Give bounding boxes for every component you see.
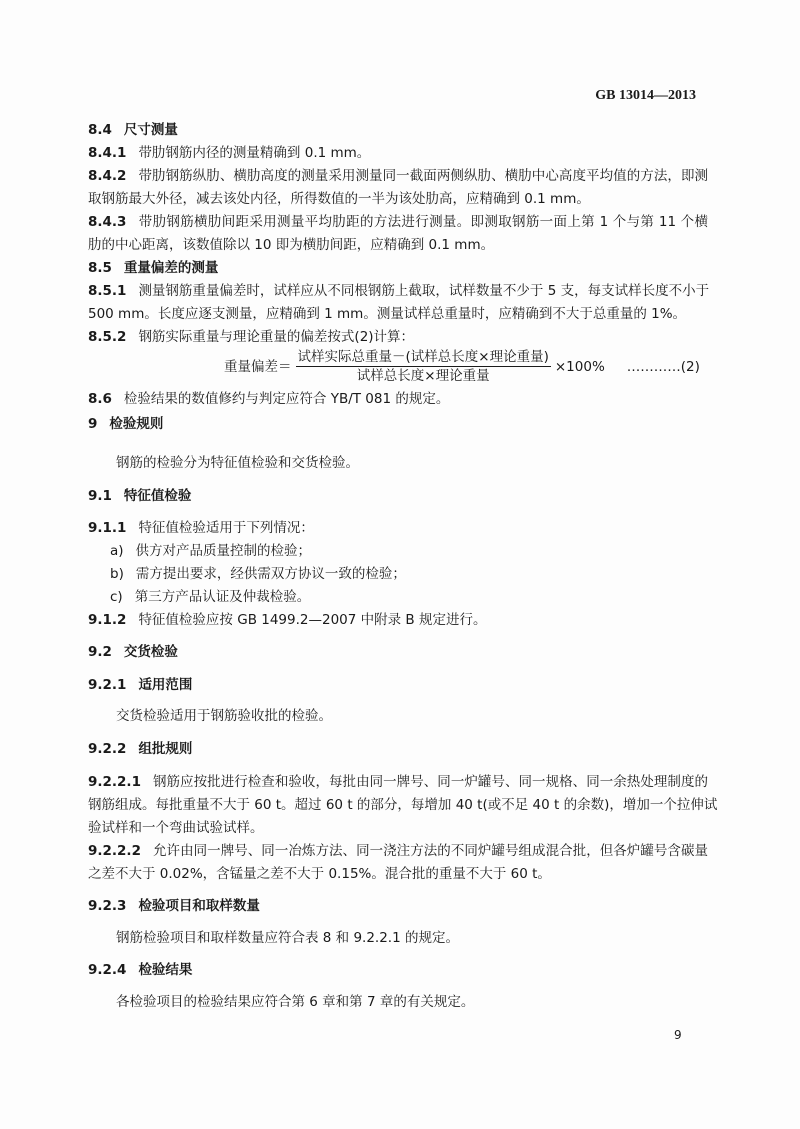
paragraph-line bbox=[88, 795, 718, 815]
clause-number: 9.1 bbox=[88, 488, 112, 504]
clause-text: 带肋钢筋横肋间距采用测量平均肋距的方法进行测量。即测取钢筋一面上第 1 个与第 11 个横 bbox=[138, 214, 708, 230]
paragraph-line bbox=[88, 818, 708, 838]
paragraph-line bbox=[116, 992, 708, 1012]
list-item bbox=[110, 541, 730, 561]
clause-text: 钢筋检验项目和取样数量应符合表 8 和 9.2.2.1 的规定。 bbox=[116, 930, 459, 946]
paragraph-line bbox=[88, 281, 708, 301]
section-heading bbox=[88, 486, 708, 506]
clause-text: 交货检验 bbox=[123, 644, 178, 660]
clause-number: 8.6 bbox=[88, 391, 112, 407]
list-item bbox=[110, 564, 730, 584]
clause-text: 需方提出要求，经供需双方协议一致的检验； bbox=[135, 566, 406, 582]
clause-number: c) bbox=[110, 589, 123, 605]
clause-text: 钢筋应按批进行检查和验收，每批由同一牌号、同一炉罐号、同一规格、同一余热处理制度的 bbox=[152, 774, 708, 790]
paragraph-line bbox=[88, 610, 708, 630]
section-heading bbox=[88, 739, 708, 759]
clause-number: a) bbox=[110, 543, 124, 559]
clause-text: 钢筋组成。每批重量不大于 60 t。超过 60 t 的部分，每增加 40 t(或不足 40 t 的余数)，增加一个拉伸试 bbox=[88, 797, 718, 813]
clause-text: 各检验项目的检验结果应符合第 6 章和第 7 章的有关规定。 bbox=[116, 994, 475, 1010]
paragraph-line bbox=[116, 928, 708, 948]
paragraph-line bbox=[88, 304, 708, 324]
paragraph-line bbox=[116, 453, 708, 473]
section-heading bbox=[88, 414, 708, 434]
list-item bbox=[110, 587, 730, 607]
clause-text: 适用范围 bbox=[138, 677, 193, 693]
formula-factor: ×100% bbox=[554, 358, 605, 375]
clause-text: 钢筋的检验分为特征值检验和交货检验。 bbox=[116, 455, 359, 471]
clause-text: 肋的中心距离，该数值除以 10 即为横肋间距，应精确到 0.1 mm。 bbox=[88, 237, 495, 253]
clause-number: 8.4.3 bbox=[88, 214, 127, 230]
clause-number: 9.1.2 bbox=[88, 612, 127, 628]
clause-number: 9.2.2.2 bbox=[88, 843, 141, 859]
paragraph-line bbox=[88, 772, 708, 792]
clause-text: 第三方产品认证及仲裁检验。 bbox=[134, 589, 311, 605]
clause-number: 9.1.1 bbox=[88, 520, 127, 536]
clause-text: 检验项目和取样数量 bbox=[138, 898, 260, 914]
clause-text: 验试样和一个弯曲试验试样。 bbox=[88, 820, 264, 836]
clause-text: 之差不大于 0.02%，含锰量之差不大于 0.15%。混合批的重量不大于 60 t。 bbox=[88, 866, 551, 882]
paragraph-line bbox=[88, 166, 708, 186]
clause-text: 检验规则 bbox=[109, 416, 164, 432]
clause-text: 特征值检验适用于下列情况： bbox=[138, 520, 314, 536]
clause-number: 9.2 bbox=[88, 644, 112, 660]
paragraph-line bbox=[88, 189, 708, 209]
clause-number: 9.2.1 bbox=[88, 677, 127, 693]
section-heading bbox=[88, 120, 708, 140]
clause-number: 8.5.2 bbox=[88, 329, 127, 345]
clause-text: 取钢筋最大外径，减去该处内径，所得数值的一半为该处肋高，应精确到 0.1 mm。 bbox=[88, 191, 590, 207]
clause-text: 检验结果的数值修约与判定应符合 YB/T 081 的规定。 bbox=[123, 391, 450, 407]
clause-number: 8.5.1 bbox=[88, 283, 127, 299]
weight-deviation-formula bbox=[224, 349, 700, 384]
paragraph-line bbox=[88, 235, 708, 255]
clause-text: 供方对产品质量控制的检验； bbox=[135, 543, 312, 559]
clause-text: 交货检验适用于钢筋验收批的检验。 bbox=[116, 708, 332, 724]
paragraph-line bbox=[88, 518, 708, 538]
clause-number: 9.2.4 bbox=[88, 962, 127, 978]
clause-text: 允许由同一牌号、同一冶炼方法、同一浇注方法的不同炉罐号组成混合批，但各炉罐号含碳量 bbox=[152, 843, 708, 859]
equation-number: …………(2) bbox=[626, 358, 700, 375]
clause-text: 钢筋实际重量与理论重量的偏差按式(2)计算： bbox=[138, 329, 415, 345]
paragraph-line bbox=[88, 864, 708, 884]
clause-number: 9.2.2.1 bbox=[88, 774, 141, 790]
clause-number: 9.2.2 bbox=[88, 741, 127, 757]
clause-number: 8.4.1 bbox=[88, 145, 127, 161]
paragraph-line bbox=[88, 389, 708, 409]
clause-number: 9 bbox=[88, 416, 98, 432]
clause-text: 带肋钢筋纵肋、横肋高度的测量采用测量同一截面两侧纵肋、横肋中心高度平均值的方法，即测 bbox=[138, 168, 708, 184]
section-heading bbox=[88, 642, 708, 662]
clause-text: 特征值检验应按 GB 1499.2—2007 中附录 B 规定进行。 bbox=[138, 612, 487, 628]
clause-text: 带肋钢筋内径的测量精确到 0.1 mm。 bbox=[138, 145, 371, 161]
section-heading bbox=[88, 258, 708, 278]
clause-text: 测量钢筋重量偏差时，试样应从不同根钢筋上截取，试样数量不少于 5 支，每支试样长度不小于 bbox=[138, 283, 710, 299]
paragraph-line bbox=[88, 327, 708, 347]
section-heading bbox=[88, 675, 708, 695]
clause-text: 组批规则 bbox=[138, 741, 193, 757]
clause-text: 检验结果 bbox=[138, 962, 193, 978]
paragraph-line bbox=[88, 212, 708, 232]
formula-fraction bbox=[296, 349, 551, 384]
clause-text: 重量偏差的测量 bbox=[123, 260, 219, 276]
clause-text: 500 mm。长度应逐支测量，应精确到 1 mm。测量试样总重量时，应精确到不大于总重量的 1%。 bbox=[88, 306, 687, 322]
paragraph-line bbox=[88, 143, 708, 163]
clause-text: 尺寸测量 bbox=[123, 122, 178, 138]
clause-number: 9.2.3 bbox=[88, 898, 127, 914]
clause-text: 特征值检验 bbox=[123, 488, 192, 504]
formula-numerator: 试样实际总重量－(试样总长度×理论重量) bbox=[297, 349, 549, 365]
clause-number: 8.4.2 bbox=[88, 168, 127, 184]
standard-number-header: GB 13014—2013 bbox=[595, 88, 696, 103]
paragraph-line bbox=[88, 841, 708, 861]
page-number: 9 bbox=[674, 1028, 682, 1042]
formula-denominator: 试样总长度×理论重量 bbox=[356, 368, 490, 384]
clause-number: 8.5 bbox=[88, 260, 112, 276]
paragraph-line bbox=[116, 706, 708, 726]
section-heading bbox=[88, 896, 708, 916]
section-heading bbox=[88, 960, 708, 980]
clause-number: b) bbox=[110, 566, 124, 582]
formula-lhs: 重量偏差＝ bbox=[224, 358, 292, 375]
clause-number: 8.4 bbox=[88, 122, 112, 138]
